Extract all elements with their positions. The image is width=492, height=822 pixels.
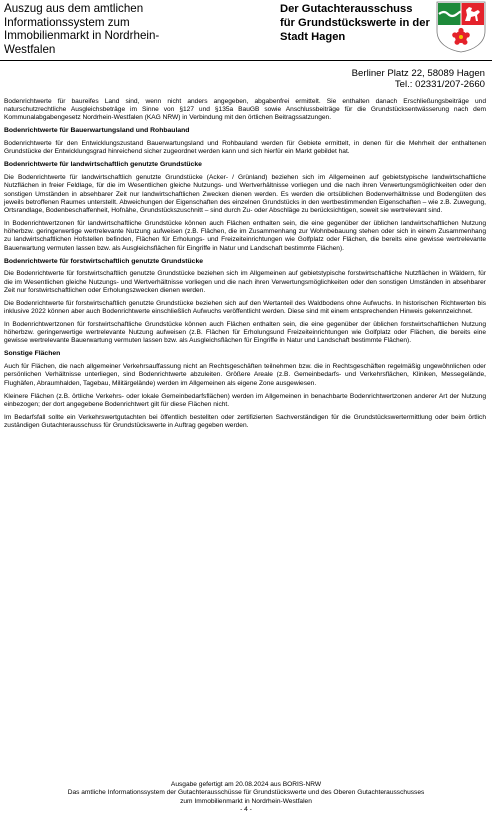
- paragraph: Die Bodenrichtwerte für landwirtschaftlich genutzte Grundstücke (Acker- / Grünland) beziehen sich im Allgemeinen auf gebietstypische landwirtschaftliche Nutzflächen in freier Feldlage, für die im Wesentlichen gleiche Nutzungs- und Wertverhältnisse vorliegen und die nach ihren Verwertungsmöglichkeiten oder den sonstigen Umständen in absehbarer Zeit nur landwirtschaftlichen Zwecken dienen werden. Es werden die ortsüblichen Bodenverhältnisse und Bodengüten des jeweils betroffenen Raumes unterstellt. Abweichungen der Eigenschaften des einzelnen Grundstücks in den wertbestimmenden Eigenschaften – wie z.B. Zuwegung, Ortsrandlage, Bodenbeschaffenheit, Hofnähe, Grundstückszuschnitt – sind durch Zu- oder Abschläge zu berücksichtigen, soweit sie wertrelevant sind.: [4, 174, 486, 215]
- address-block: [352, 68, 485, 91]
- section-heading-forstwirtschaft: Bodenrichtwerte für forstwirtschaftlich genutzte Grundstücke: [4, 257, 204, 265]
- nrw-coat-of-arms-icon: [436, 1, 486, 53]
- address-phone: Tel.: 02331/207-2660: [394, 79, 485, 91]
- footer-issue-date: Ausgabe gefertigt am 20.08.2024 aus BORIS-NRW: [170, 781, 322, 788]
- paragraph: Kleinere Flächen (z.B. örtliche Verkehrs- oder lokale Gemeinbedarfsflächen) werden im Allgemeinen in benachbarte Bodenrichtwertzonen anderer Art der Nutzung einbezogen; der dort angegebene Bodenrichtwert gilt für diese Flächen nicht.: [4, 392, 486, 408]
- paragraph: Auch für Flächen, die nach allgemeiner Verkehrsauffassung nicht an Rechtsgeschäften teilnehmen bzw. die in Rechtsgeschäften regelmäßig ungewöhnlichen oder persönlichen Verhältnisse unterliegen, sind Bodenrichtwerte abzuleiten. Größere Areale (z.B. Gemeinbedarfs- und Verkehrsflächen, Kliniken, Messegelände, Flughäfen, Abraumhalden, Tagebau, Militärgelände) werden im Allgemeinen als eigene Zone ausgewiesen.: [4, 363, 486, 387]
- section-heading-sonstige: Sonstige Flächen: [4, 350, 61, 358]
- header-left-title: Auszug aus dem amtlichen Informationssystem zum Immobilienmarkt in Nordrhein-Westfalen: [4, 2, 160, 56]
- paragraph: Die Bodenrichtwerte für forstwirtschaftlich genutzte Grundstücke beziehen sich auf den Wertanteil des Waldbodens ohne Aufwuchs. In historischen Richtwerten bis inklusive 2022 können aber auch Bodenrichtwerte einschließlich Aufwuchs veröffentlicht werden. Diese sind mit einem entsprechenden Hinweis gekennzeichnet.: [4, 299, 486, 316]
- header-divider: [0, 60, 492, 61]
- page-footer: [0, 781, 492, 815]
- header-right-title: Der Gutachterausschuss für Grundstückswerte in der Stadt Hagen: [280, 3, 430, 43]
- paragraph: Die Bodenrichtwerte für forstwirtschaftlich genutzte Grundstücke beziehen sich im Allgemeinen auf gebietstypische forstwirtschaftliche Nutzflächen in Wäldern, für die im Wesentlichen gleiche Nutzungs- und Wertverhältnisse vorliegen und die nach ihren Verwertungsmöglichkeiten oder den sonstigen Umständen in absehbarer Zeit nur forstwirtschaftlichen oder Erholungszwecken dienen werden.: [4, 270, 486, 294]
- footer-system-line: Das amtliche Informationssystem der Gutachterausschüsse für Grundstückswerte und des Oberen Gutachterausschusses: [67, 789, 425, 797]
- paragraph: In Bodenrichtwertzonen für forstwirtschaftliche Grundstücke können auch Flächen enthalten sein, die eine gegenüber der üblichen forstwirtschaftlichen Nutzung höherbzw. geringerwertige wertrelevante Nutzung aufweisen (z.B. Flächen für Erholungsund Freizeiteinrichtungen wie Golfplatz oder Flächen, die bereits eine gewisse wertrelevante Bauerwartung vermuten lassen bzw. als Ausgleichsflächen für Eingriffe in Natur und Landschaft bestimmte Flächen).: [4, 321, 486, 345]
- footer-region-line: zum Immobilienmarkt in Nordrhein-Westfalen: [180, 797, 312, 805]
- page-number: - 4 -: [240, 806, 252, 814]
- paragraph: In Bodenrichtwertzonen für landwirtschaftliche Grundstücke können auch Flächen enthalten sein, die eine gegenüber der üblichen landwirtschaftlichen Nutzung höherbzw. geringerwertige wertrelevante Nutzung aufweisen (z.B. Flächen, die im Zusammenhang zur Wohnbebauung stehen oder sich in einem Zusammenhang zu landwirtschaftlichen Hofstellen befinden, Flächen für Erholungs- und Freizeiteinrichtungen wie Golfplatz oder Flächen, die bereits eine gewisse wertrelevante Bauerwartung vermuten lassen bzw. als Ausgleichsflächen für Eingriffe in Natur und Landschaft bestimmte Flächen).: [4, 220, 486, 252]
- intro-paragraph: Bodenrichtwerte für baureifes Land sind, wenn nicht anders angegeben, abgabenfrei ermittelt. Sie enthalten danach Erschließungsbeiträge und naturschutzrechtliche Ausgleichsbeträge im Sinne von §127 und §135a BauGB sowie Anschlussbeiträge für die Grundstücksentwässerung nach dem Kommunalabgabengesetz Nordrhein-Westfalen (KAG NRW) in Verbindung mit den örtlichen Beitragssatzungen.: [4, 98, 486, 122]
- paragraph: Im Bedarfsfall sollte ein Verkehrswertgutachten bei öffentlich bestellten oder zertifizierten Sachverständigen für die Grundstückswertermittlung oder beim örtlich zuständigen Gutachterausschuss für Grundstückswerte in Auftrag gegeben werden.: [4, 413, 486, 430]
- paragraph: Bodenrichtwerte für den Entwicklungszustand Bauerwartungsland und Rohbauland werden für Gebiete ermittelt, in denen für die Mehrheit der enthaltenen Grundstücke der Entwicklungsgrad hinreichend sicher zugeordnet werden kann und sich hierfür ein Markt gebildet hat.: [4, 140, 486, 156]
- section-heading-bauerwartungsland: Bodenrichtwerte für Bauerwartungsland und Rohbauland: [4, 127, 190, 135]
- section-heading-landwirtschaft: Bodenrichtwerte für landwirtschaftlich genutzte Grundstücke: [4, 161, 202, 169]
- address-street: Berliner Platz 22, 58089 Hagen: [351, 68, 485, 79]
- document-body: [4, 98, 486, 435]
